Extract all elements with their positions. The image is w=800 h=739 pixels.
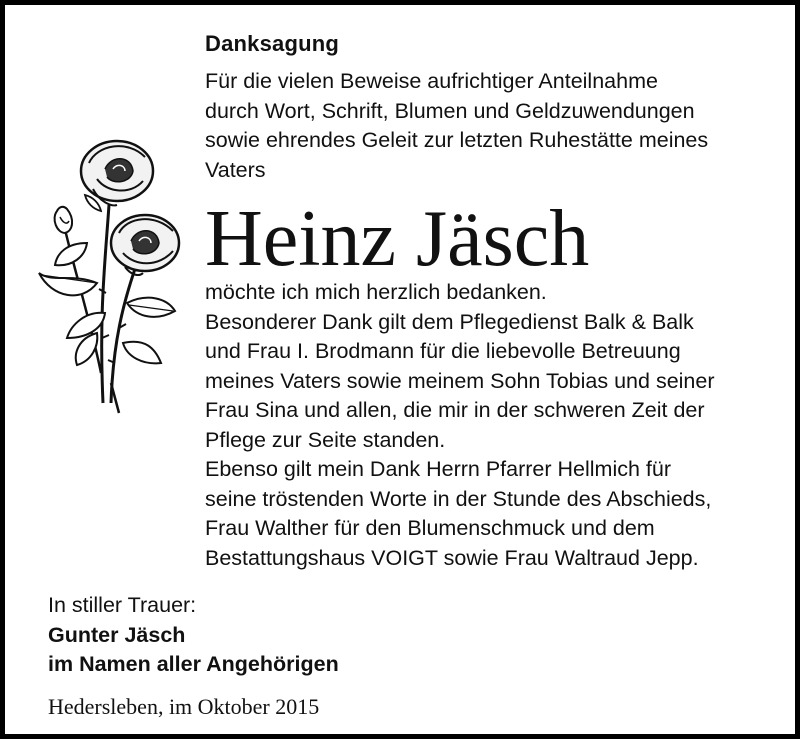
body-line: Besonderer Dank gilt dem Pflegedienst Balk & Balk bbox=[205, 309, 694, 334]
intro-line: durch Wort, Schrift, Blumen und Geldzuwendungen bbox=[205, 98, 695, 123]
intro-line: sowie ehrendes Geleit zur letzten Ruhestätte meines bbox=[205, 128, 709, 152]
on-behalf-line: im Namen aller Angehörigen bbox=[48, 652, 339, 676]
rose-icon bbox=[27, 133, 197, 418]
body-line: möchte ich mich herzlich bedanken. bbox=[205, 280, 547, 304]
body-line: Ebenso gilt mein Dank Herrn Pfarrer Hellmich für bbox=[205, 457, 671, 481]
body-text bbox=[205, 278, 795, 573]
place-date: Hedersleben, im Oktober 2015 bbox=[48, 694, 320, 719]
body-line: meines Vaters sowie meinem Sohn Tobias und seiner bbox=[205, 368, 715, 393]
body-line: Bestattungshaus VOIGT sowie Frau Waltraud Jepp. bbox=[205, 545, 699, 570]
closing-intro: In stiller Trauer: bbox=[48, 593, 197, 617]
body-line: Frau Walther für den Blumenschmuck und dem bbox=[205, 516, 655, 540]
intro-line: Für die vielen Beweise aufrichtiger Anteilnahme bbox=[205, 69, 658, 93]
signatory-name: Gunter Jäsch bbox=[48, 622, 186, 647]
body-line: seine tröstenden Worte in der Stunde des Abschieds, bbox=[205, 486, 712, 511]
body-line: und Frau I. Brodmann für die liebevolle Betreuung bbox=[205, 339, 681, 363]
intro-line: Vaters bbox=[205, 157, 266, 182]
deceased-name: Heinz Jäsch bbox=[205, 195, 590, 283]
closing-block bbox=[48, 591, 339, 680]
body-line: Frau Sina und allen, die mir in der schweren Zeit der bbox=[205, 398, 705, 422]
body-line: Pflege zur Seite standen. bbox=[205, 427, 446, 452]
heading-danksagung: Danksagung bbox=[205, 31, 340, 56]
intro-text bbox=[205, 67, 790, 185]
